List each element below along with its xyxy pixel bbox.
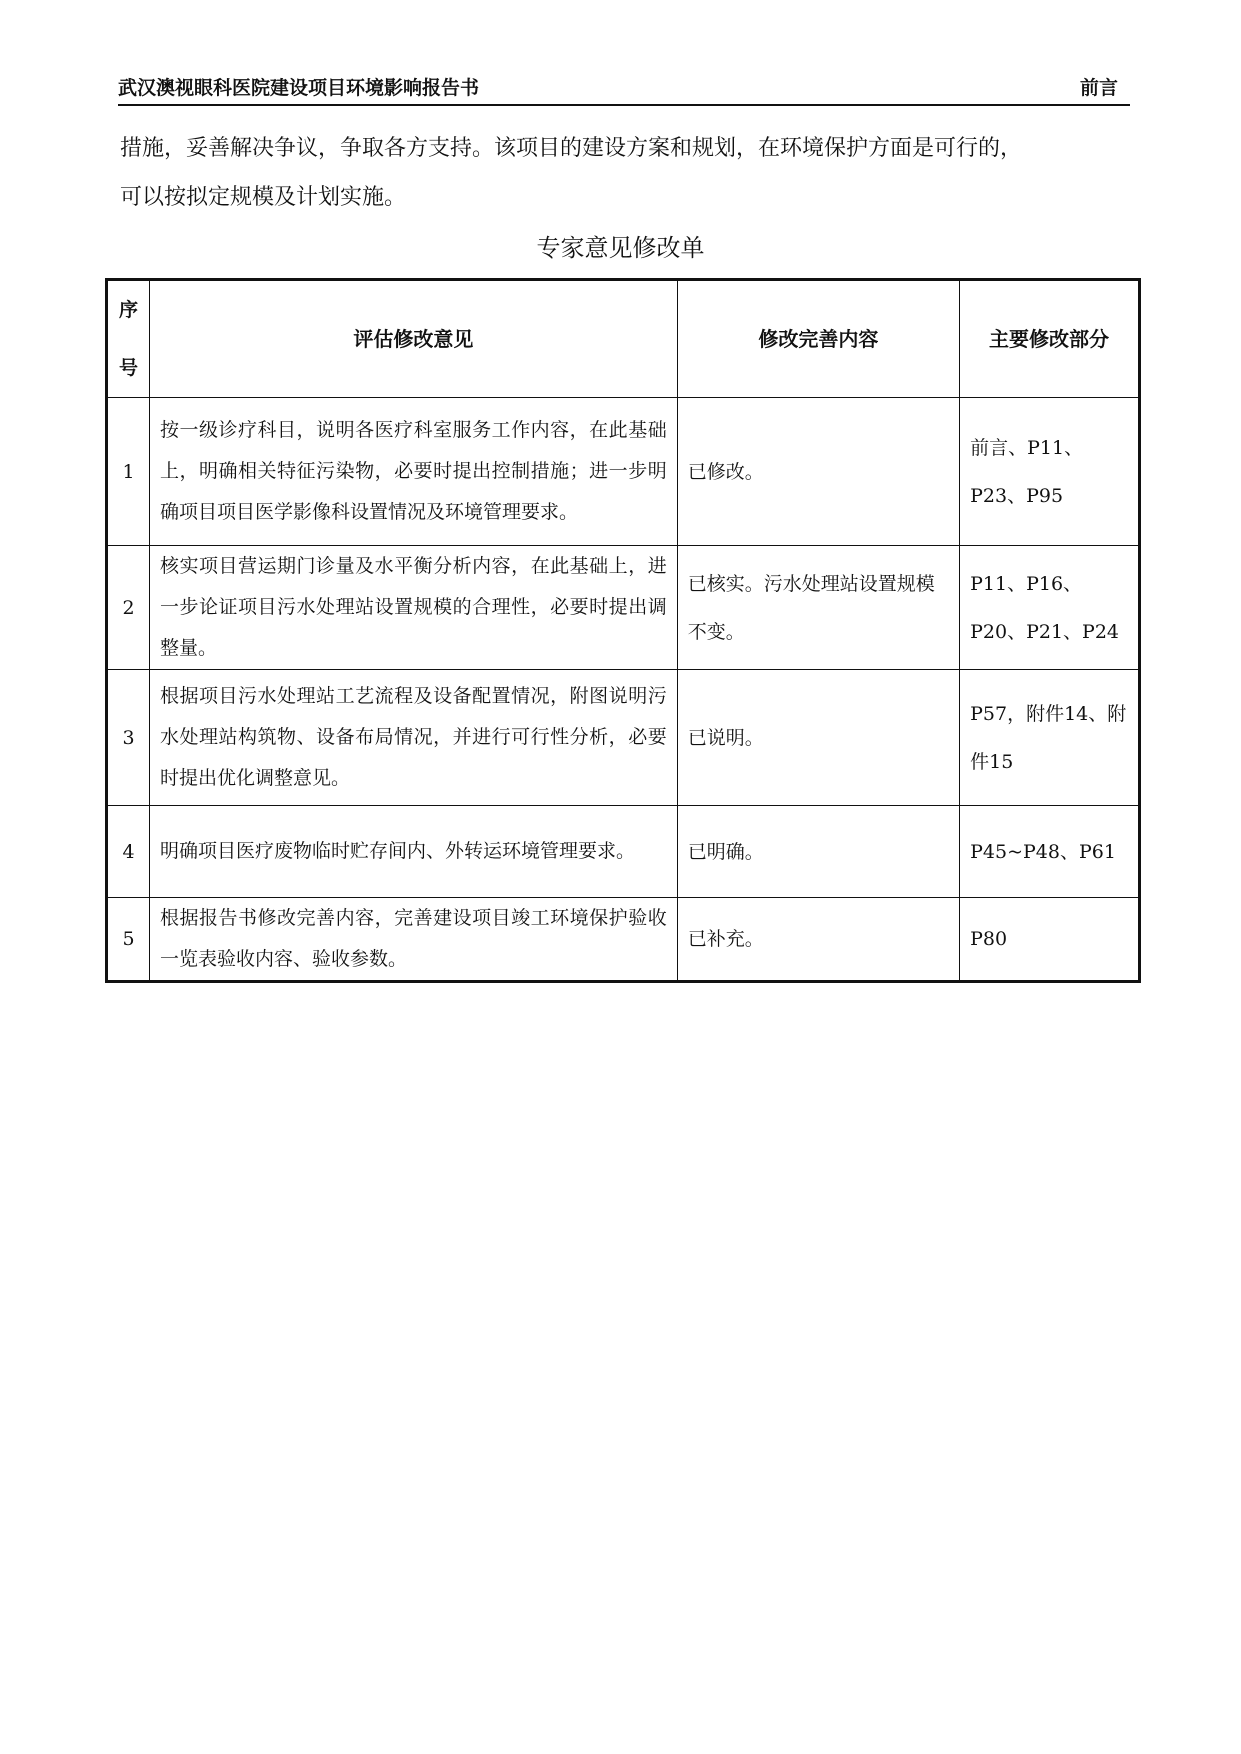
row-opinion: 按一级诊疗科目，说明各医疗科室服务工作内容，在此基础上，明确相关特征污染物，必要时提出控制措施；进一步明确项目项目医学影像科设置情况及环境管理要求。 xyxy=(149,398,677,546)
row-no: 3 xyxy=(107,670,150,806)
intro-paragraph xyxy=(120,124,1130,222)
table-header-row xyxy=(107,280,1140,398)
header-no: 序号 xyxy=(107,280,150,398)
header-opinion: 评估修改意见 xyxy=(149,280,677,398)
row-content: 已修改。 xyxy=(677,398,959,546)
row-content: 已补充。 xyxy=(677,898,959,982)
intro-line: 可以按拟定规模及计划实施。 xyxy=(120,185,407,210)
row-part: P45~P48、P61 xyxy=(960,806,1140,898)
revision-table xyxy=(105,278,1141,983)
row-opinion: 根据项目污水处理站工艺流程及设备配置情况，附图说明污水处理站构筑物、设备布局情况，并进行可行性分析，必要时提出优化调整意见。 xyxy=(149,670,677,806)
row-no: 5 xyxy=(107,898,150,982)
table-row xyxy=(107,806,1140,898)
row-part: P80 xyxy=(960,898,1140,982)
section-title: 前言 xyxy=(1079,77,1118,99)
table-row xyxy=(107,546,1140,670)
table-row xyxy=(107,898,1140,982)
row-part: 前言、P11、P23、P95 xyxy=(960,398,1140,546)
intro-line: 措施，妥善解决争议，争取各方支持。该项目的建设方案和规划，在环境保护方面是可行的， xyxy=(120,136,1023,161)
row-content: 已核实。污水处理站设置规模不变。 xyxy=(677,546,959,670)
table-title: 专家意见修改单 xyxy=(536,234,705,262)
page-header xyxy=(118,74,1130,106)
row-content: 已明确。 xyxy=(677,806,959,898)
row-part: P57，附件14、附件15 xyxy=(960,670,1140,806)
row-content: 已说明。 xyxy=(677,670,959,806)
row-part: P11、P16、P20、P21、P24 xyxy=(960,546,1140,670)
row-no: 4 xyxy=(107,806,150,898)
row-no: 2 xyxy=(107,546,150,670)
row-no: 1 xyxy=(107,398,150,546)
row-opinion: 根据报告书修改完善内容，完善建设项目竣工环境保护验收一览表验收内容、验收参数。 xyxy=(149,898,677,982)
row-opinion: 核实项目营运期门诊量及水平衡分析内容，在此基础上，进一步论证项目污水处理站设置规模的合理性，必要时提出调整量。 xyxy=(149,546,677,670)
table-row xyxy=(107,398,1140,546)
table-row xyxy=(107,670,1140,806)
report-title: 武汉澳视眼科医院建设项目环境影响报告书 xyxy=(118,77,480,99)
row-opinion: 明确项目医疗废物临时贮存间内、外转运环境管理要求。 xyxy=(149,806,677,898)
header-part: 主要修改部分 xyxy=(960,280,1140,398)
header-content: 修改完善内容 xyxy=(677,280,959,398)
